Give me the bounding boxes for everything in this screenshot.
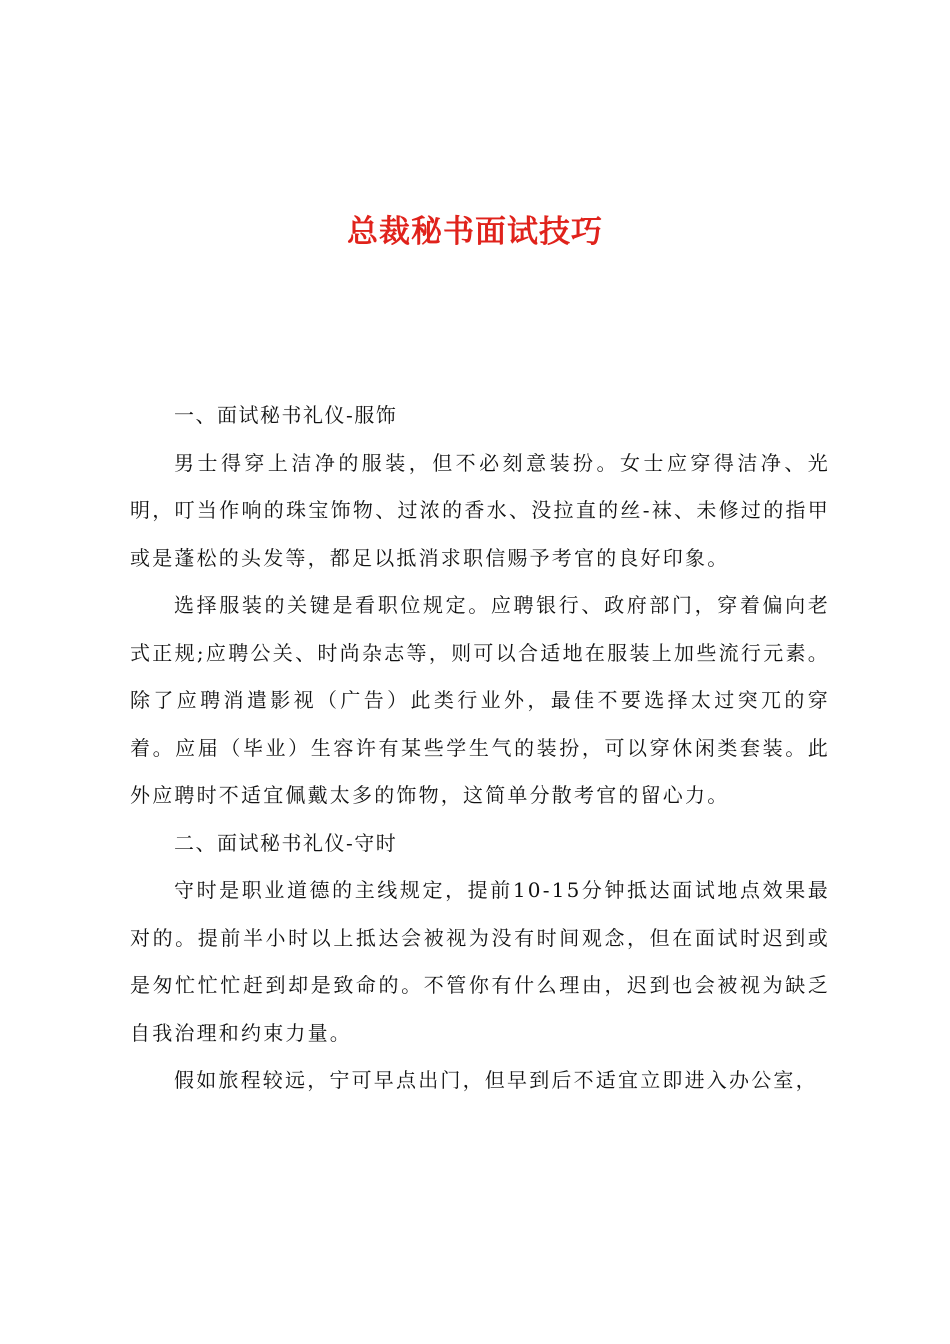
document-body (130, 392, 830, 1105)
paragraph-punctuality-2: 假如旅程较远，宁可早点出门，但早到后不适宜立即进入办公室， (174, 1068, 818, 1092)
section-heading-attire: 一、面试秘书礼仪-服饰 (174, 403, 398, 427)
paragraph-attire-1: 男士得穿上洁净的服装，但不必刻意装扮。女士应穿得洁净、光明，叮当作响的珠宝饰物、过浓的香水、没拉直的丝-袜、未修过的指甲或是蓬松的头发等，都足以抵消求职信赐予考官的良好印象。 (130, 450, 830, 570)
paragraph-punctuality-1: 守时是职业道德的主线规定，提前10-15分钟抵达面试地点效果最对的。提前半小时以上抵达会被视为没有时间观念，但在面试时迟到或是匆忙忙忙赶到却是致命的。不管你有什么理由，迟到也会被视为缺乏自我治理和约束力量。 (130, 878, 830, 1045)
paragraph-attire-2: 选择服装的关键是看职位规定。应聘银行、政府部门，穿着偏向老式正规;应聘公关、时尚杂志等，则可以合适地在服装上加些流行元素。除了应聘消遣影视（广告）此类行业外，最佳不要选择太过突兀的穿着。应届（毕业）生容许有某些学生气的装扮，可以穿休闲类套装。此外应聘时不适宜佩戴太多的饰物，这简单分散考官的留心力。 (130, 593, 830, 807)
section-heading-punctuality: 二、面试秘书礼仪-守时 (174, 830, 398, 855)
document-title: 总裁秘书面试技巧 (347, 214, 603, 250)
